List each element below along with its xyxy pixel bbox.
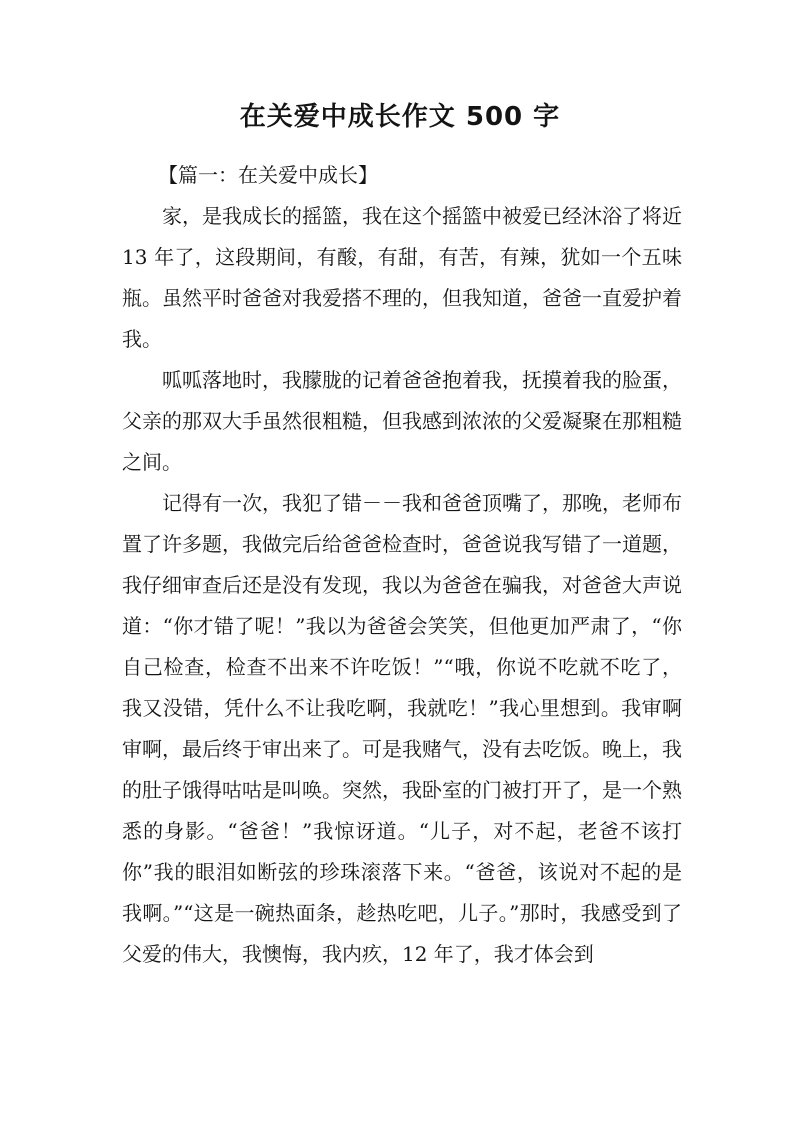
document-body: [122, 155, 682, 975]
section-heading: 【篇一：在关爱中成长】: [158, 163, 378, 187]
paragraph-1: 家，是我成长的摇篮，我在这个摇篮中被爱已经沐浴了将近 13 年了，这段期间，有酸，有甜，有苦，有辣，犹如一个五味瓶。虽然平时爸爸对我爱搭不理的，但我知道，爸爸一直爱护着我。: [122, 204, 682, 351]
paragraph-3: 记得有一次，我犯了错－－我和爸爸顶嘴了，那晚，老师布置了许多题，我做完后给爸爸检查时，爸爸说我写错了一道题，我仔细审查后还是没有发现，我以为爸爸在骗我，对爸爸大声说道：“你才错了呢！”我以为爸爸会笑笑，但他更加严肃了，“你自己检查，检查不出来不许吃饭！”“哦，你说不吃就不吃了，我又没错，凭什么不让我吃啊，我就吃！”我心里想到。我审啊审啊，最后终于审出来了。可是我赌气，没有去吃饭。晚上，我的肚子饿得咕咕是叫唤。突然，我卧室的门被打开了，是一个熟悉的身影。“爸爸！”我惊讶道。“儿子，对不起，老爸不该打你”我的眼泪如断弦的珍珠滚落下来。“爸爸，该说对不起的是我啊。”“这是一碗热面条，趁热吃吧，儿子。”那时，我感受到了父爱的伟大，我懊悔，我内疚，12 年了，我才体会到: [122, 491, 682, 966]
document-title: 在关爱中成长作文 500 字: [239, 102, 561, 132]
paragraph-2: 呱呱落地时，我朦胧的记着爸爸抱着我，抚摸着我的脸蛋，父亲的那双大手虽然很粗糙，但我感到浓浓的父爱凝聚在那粗糙之间。: [122, 368, 682, 474]
